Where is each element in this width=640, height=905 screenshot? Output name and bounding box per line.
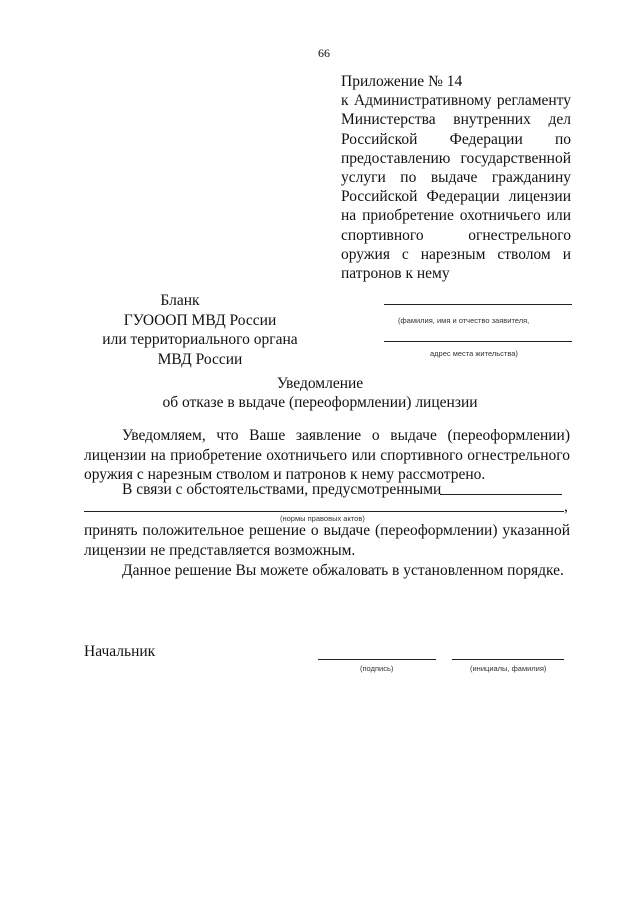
paragraph-line: лицензии на приобретение охотничьего или спортивного огнестрельного — [84, 446, 570, 464]
appendix-line: услуги по выдаче гражданину — [341, 169, 571, 187]
appendix-line: Министерства внутренних дел — [341, 111, 571, 129]
appendix-number: Приложение № 14 — [341, 73, 463, 90]
paragraph-3: Данное решение Вы можете обжаловать в установленном порядке. — [122, 562, 564, 579]
paragraph-2 — [84, 521, 570, 560]
issuer-name: ГУОООП МВД России — [123, 311, 277, 329]
legal-basis-caption: (нормы правовых актов) — [280, 514, 365, 523]
signer-title: Начальник — [84, 643, 156, 660]
paragraph-line: Уведомляем, что Ваше заявление о выдаче (переоформлении) — [122, 427, 570, 444]
appendix-line: патронов к нему — [341, 265, 450, 283]
appendix-line: Российской Федерации по — [341, 130, 571, 148]
notice-title: Уведомление — [276, 375, 364, 392]
appendix-line: на приобретение охотничьего или — [341, 207, 571, 225]
initials-line[interactable] — [452, 659, 564, 660]
signature-line[interactable] — [318, 659, 436, 660]
appendix-line: предоставлению государственной — [341, 149, 571, 167]
issuer-alt: или территориального органа — [102, 331, 298, 348]
legal-basis-line-2[interactable] — [84, 511, 564, 512]
paragraph-line: лицензии не представляется возможным. — [84, 541, 356, 559]
blank-label: Бланк — [160, 292, 200, 309]
paragraph-line: принять положительное решение о выдаче (переоформлении) указанной — [84, 522, 570, 539]
appendix-header — [341, 72, 571, 283]
paragraph-line: оружия с нарезным стволом и патронов к нему рассмотрено. — [84, 466, 486, 483]
page-number: 66 — [318, 46, 330, 60]
legal-basis-line-1[interactable] — [440, 494, 562, 495]
applicant-address-line[interactable] — [384, 341, 572, 342]
comma: , — [564, 498, 568, 515]
paragraph-1 — [84, 426, 570, 485]
appendix-line: к Административному регламенту — [341, 92, 571, 110]
appendix-line: Российской Федерации лицензии — [341, 188, 571, 206]
paragraph-2-start: В связи с обстоятельствами, предусмотренными — [122, 481, 442, 498]
initials-caption: (инициалы, фамилия) — [470, 664, 547, 673]
issuer-alt-2: МВД России — [157, 350, 243, 368]
issuer-block — [95, 291, 305, 369]
notice-subtitle: об отказе в выдаче (переоформлении) лицензии — [162, 394, 478, 411]
applicant-address-caption: адрес места жительства) — [430, 349, 518, 358]
appendix-line: спортивного огнестрельного — [341, 226, 571, 244]
signature-caption: (подпись) — [360, 664, 394, 673]
applicant-name-line[interactable] — [384, 304, 572, 305]
applicant-name-caption: (фамилия, имя и отчество заявителя, — [398, 316, 530, 325]
appendix-line: оружия с нарезным стволом и — [341, 245, 571, 263]
